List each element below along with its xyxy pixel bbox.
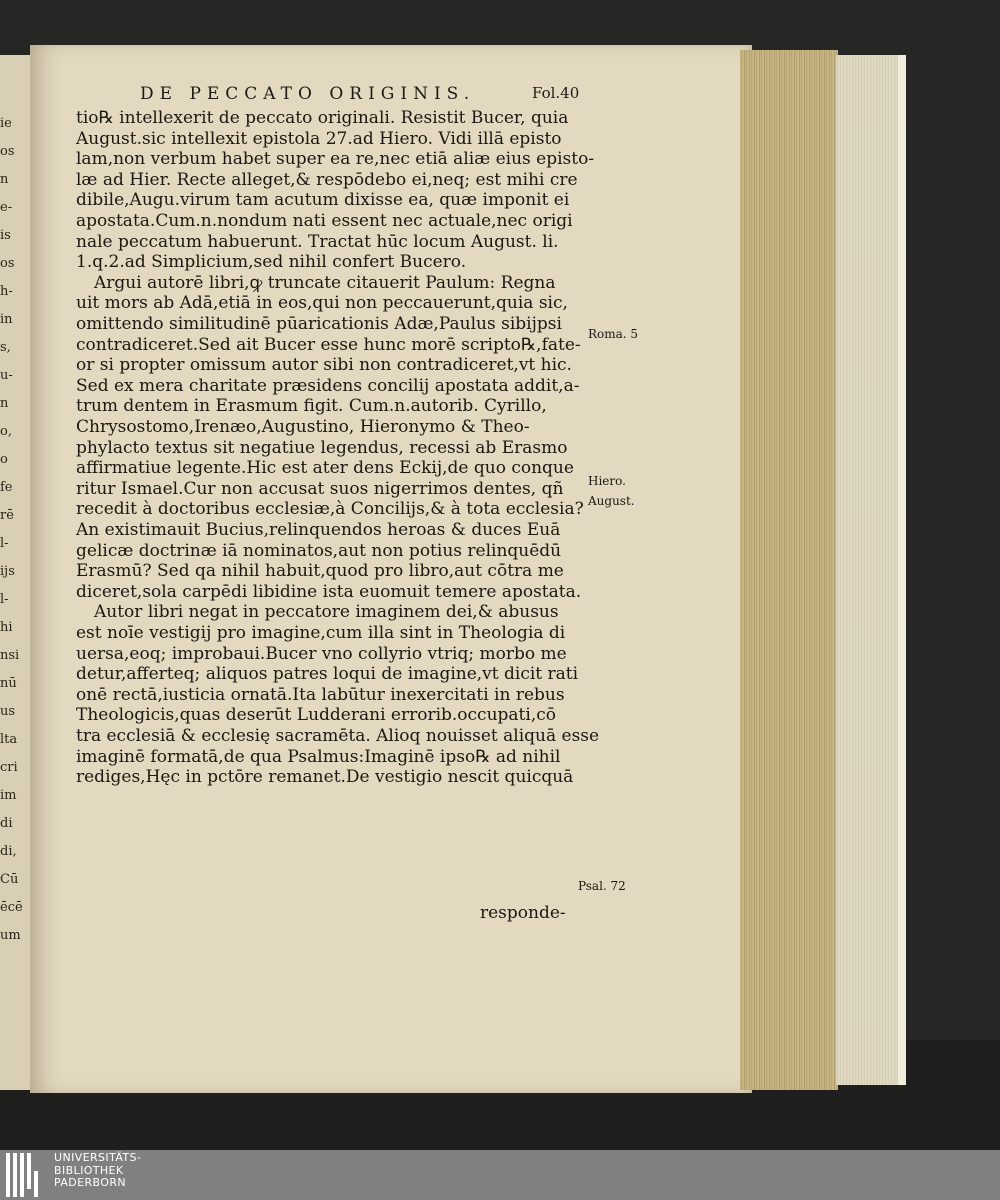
- text-line: Sed ex mera charitate præsidens concilij apostata addit,a-: [76, 375, 580, 396]
- left-page-fragment: ie: [0, 116, 12, 131]
- text-line: recedit à doctoribus ecclesiæ,à Concilijs,& à tota ecclesia?: [76, 499, 584, 520]
- left-page-fragment: us: [0, 704, 16, 719]
- left-page-fragment: os: [0, 144, 15, 159]
- text-line: ritur Ismael.Cur non accusat suos nigerrimos dentes, qñ: [76, 478, 564, 499]
- text-line: affirmatiue legente.Hic est ater dens Eckij,de quo conque: [76, 458, 574, 479]
- folio-number: Fol.40: [532, 84, 580, 102]
- text-line: uit mors ab Adā,etiā in eos,qui non peccauerunt,quia sic,: [76, 293, 568, 314]
- text-line: dibile,Augu.virum tam acutum dixisse ea, quæ imponit ei: [76, 190, 570, 211]
- left-page-fragment: di,: [0, 844, 17, 859]
- text-line: onē rectā,iusticia ornatā.Ita labūtur inexercitati in rebus: [76, 684, 565, 705]
- left-page-fragment: s,: [0, 340, 11, 355]
- text-line: phylacto textus sit negatiue legendus, recessi ab Erasmo: [76, 437, 568, 458]
- left-page-fragment: o: [0, 452, 8, 467]
- text-line: An existimauit Bucius,relinquendos heroas & duces Euā: [76, 520, 561, 540]
- text-line: lam,non verbum habet super ea re,nec etiā aliæ eius episto-: [76, 149, 595, 170]
- text-line: rediges,Hęc in pctōre remanet.De vestigio nescit quicquā: [76, 767, 574, 788]
- text-line: tio℞ intellexerit de peccato originali. Resistit Bucer, quia: [76, 108, 569, 128]
- text-line: Erasmū? Sed qa nihil habuit,quod pro libro,aut cōtra me: [76, 561, 564, 582]
- left-page-fragment: in: [0, 312, 13, 327]
- catchword: responde-: [480, 903, 566, 923]
- text-line: detur,afferteq; aliquos patres loqui de imagine,vt dicit rati: [76, 664, 579, 685]
- text-line: imaginē formatā,de qua Psalmus:Imaginē ipso℞ ad nihil: [76, 746, 561, 767]
- left-page-fragment: lta: [0, 732, 18, 747]
- left-page-fragment: o,: [0, 424, 12, 439]
- text-line: tra ecclesiā & ecclesię sacramēta. Alioq nouisset aliquā esse: [76, 726, 600, 746]
- logo-line-3: PADERBORN: [54, 1176, 127, 1189]
- logo-line-1: UNIVERSITÄTS-: [54, 1151, 142, 1164]
- text-line: Chrysostomo,Irenæo,Augustino, Hieronymo & Theo-: [76, 417, 530, 437]
- text-line: nale peccatum habuerunt. Tractat hūc locum August. li.: [76, 231, 559, 252]
- text-line: Autor libri negat in peccatore imaginem dei,& abusus: [94, 602, 559, 623]
- left-page-fragment: fe: [0, 480, 13, 495]
- left-page-fragment: um: [0, 928, 21, 943]
- text-line: Theologicis,quas deserūt Ludderani errorib.occupati,cō: [76, 705, 556, 726]
- left-page-fragment: im: [0, 788, 17, 803]
- margin-note-psal: Psal. 72: [578, 879, 626, 893]
- logo-line-2: BIBLIOTHEK: [54, 1163, 124, 1177]
- left-page-fragment: u-: [0, 368, 13, 383]
- left-page-fragment: nsi: [0, 648, 20, 663]
- left-page-fragment: Cū: [0, 872, 19, 887]
- library-footer: [0, 1150, 1000, 1200]
- text-line: August.sic intellexit epistola 27.ad Hiero. Vidi illā episto: [76, 128, 562, 149]
- text-line: uersa,eoq; improbaui.Bucer vno collyrio vtriq; morbo me: [76, 643, 567, 664]
- text-line: trum dentem in Erasmum figit. Cum.n.autorib. Cyrillo,: [76, 396, 547, 417]
- text-line: læ ad Hier. Recte alleget,& respōdebo ei,neq; est mihi cre: [76, 169, 578, 190]
- library-logo-icon: [6, 1153, 46, 1197]
- text-line: diceret,sola carpēdi libidine ista euomuit temere apostata.: [76, 581, 582, 602]
- left-page-fragment: rē: [0, 508, 14, 523]
- page-header: [140, 84, 600, 106]
- left-page-fragment: l-: [0, 592, 9, 607]
- left-page-fragment: is: [0, 228, 11, 243]
- text-line: contradiceret.Sed ait Bucer esse hunc morē scripto℞,fate-: [76, 334, 581, 355]
- left-page-fragment: n: [0, 396, 9, 411]
- left-page-fragment: cri: [0, 760, 18, 775]
- left-page-fragment: n: [0, 172, 9, 187]
- text-line: gelicæ doctrinæ iā nominatos,aut non potius relinquēdū: [76, 540, 562, 561]
- left-page-fragment: l-: [0, 536, 9, 551]
- library-logo-text: [54, 1152, 141, 1190]
- margin-note-roma: Roma. 5: [588, 327, 639, 341]
- text-line: 1.q.2.ad Simplicium,sed nihil confert Bucero.: [76, 252, 467, 273]
- margin-note-hiero: Hiero.: [588, 474, 626, 488]
- text-line: est noīe vestigij pro imagine,cum illa sint in Theologia di: [76, 623, 566, 643]
- left-page-fragment: ijs: [0, 564, 15, 579]
- running-title: DE PECCATO ORIGINIS.: [140, 84, 476, 104]
- left-page-fragment: nū: [0, 676, 17, 691]
- left-page-edge: [0, 55, 34, 1090]
- text-line: or si propter omissum autor sibi non contradiceret,vt hic.: [76, 355, 572, 376]
- left-page-fragment: e-: [0, 200, 13, 215]
- margin-note-august: August.: [588, 494, 635, 508]
- text-line: apostata.Cum.n.nondum nati essent nec actuale,nec origi: [76, 211, 573, 231]
- text-line: Argui autorē libri,ꝙ truncate citauerit Paulum: Regna: [94, 272, 556, 293]
- page-block-edge: [740, 50, 838, 1090]
- left-page-fragment: hi: [0, 620, 13, 635]
- left-page-fragment: di: [0, 816, 13, 831]
- left-page-fragment: h-: [0, 284, 13, 299]
- text-line: omittendo similitudinē pūaricationis Adæ,Paulus sibijpsi: [76, 314, 562, 334]
- left-page-fragment: os: [0, 256, 15, 271]
- page-fore-edge: [836, 55, 906, 1085]
- left-page-fragment: ēcē: [0, 900, 23, 915]
